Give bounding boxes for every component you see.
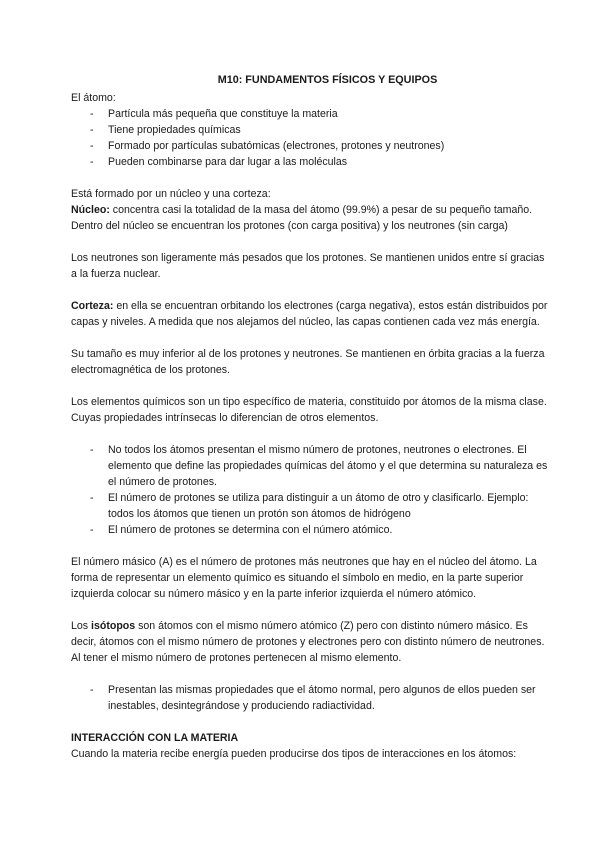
elements-list: [71, 442, 550, 538]
nucleus-label: Núcleo:: [71, 204, 110, 216]
cortex-paragraph: [71, 298, 550, 330]
list-item: - Partícula más pequeña que constituye la materia: [71, 106, 550, 122]
atom-properties-list: [71, 106, 550, 170]
cortex-label: Corteza:: [71, 300, 114, 312]
nucleus-text: concentra casi la totalidad de la masa del átomo (99.9%) a pesar de su pequeño tamaño. Dentro del núcleo se encuentran los protones (con carga positiva) y los neutrones (sin carga): [71, 204, 533, 232]
interaction-heading: INTERACCIÓN CON LA MATERIA: [71, 732, 239, 744]
elements-paragraph: Los elementos químicos son un tipo específico de materia, constituido por átomos de la misma clase. Cuyas propiedades intrínsecas lo diferencian de otros elementos.: [71, 396, 547, 424]
page-title: M10: FUNDAMENTOS FÍSICOS Y EQUIPOS: [217, 74, 438, 86]
neutrons-paragraph: Los neutrones son ligeramente más pesados que los protones. Se mantienen unidos entre sí gracias a la fuerza nuclear.: [71, 252, 545, 280]
isotopes-label: isótopos: [91, 620, 136, 632]
isotopes-paragraph: [71, 618, 550, 666]
list-item: - Formado por partículas subatómicas (electrones, protones y neutrones): [71, 138, 550, 154]
list-item: - El número de protones se utiliza para distinguir a un átomo de otro y clasificarlo. Ejemplo: todos los átomos que tienen un protón son átomos de hidrógeno: [71, 490, 550, 522]
size-paragraph: Su tamaño es muy inferior al de los protones y neutrones. Se mantienen en órbita gracias a la fuerza electromagnética de los protones.: [71, 348, 545, 376]
cortex-text: en ella se encuentran orbitando los electrones (carga negativa), estos están distribuidos por capas y niveles. A medida que nos alejamos del núcleo, las capas contienen cada vez más energía.: [71, 300, 548, 328]
list-item: - Tiene propiedades químicas: [71, 122, 550, 138]
list-item: - No todos los átomos presentan el mismo número de protones, neutrones o electrones. El elemento que define las propiedades químicas del átomo y el que determina su naturaleza es el número de protones.: [71, 442, 550, 490]
list-item: - Presentan las mismas propiedades que el átomo normal, pero algunos de ellos pueden ser inestables, desintegrándose y produciendo radiactividad.: [71, 682, 550, 714]
atom-intro: El átomo:: [71, 92, 116, 104]
nucleus-paragraph: [71, 202, 550, 234]
list-item: - Pueden combinarse para dar lugar a las moléculas: [71, 154, 550, 170]
isotopes-prefix: Los: [71, 620, 92, 632]
interaction-paragraph: Cuando la materia recibe energía pueden producirse dos tipos de interacciones en los átomos:: [71, 748, 517, 760]
list-item: - El número de protones se determina con el número atómico.: [71, 522, 550, 538]
isotopes-text: son átomos con el mismo número atómico (Z) pero con distinto número másico. Es decir, átomos con el mismo número de protones y electrones pero con distinto número de neutrones. Al tener el mismo número de protones pertenecen al mismo elemento.: [71, 620, 545, 664]
structure-intro: Está formado por un núcleo y una corteza:: [71, 188, 271, 200]
isotopes-list: [71, 682, 550, 714]
mass-number-paragraph: El número másico (A) es el número de protones más neutrones que hay en el núcleo del átomo. La forma de representar un elemento químico es situando el símbolo en medio, en la parte superior izquierda colocar su número másico y en la parte inferior izquierda el número atómico.: [71, 556, 537, 600]
